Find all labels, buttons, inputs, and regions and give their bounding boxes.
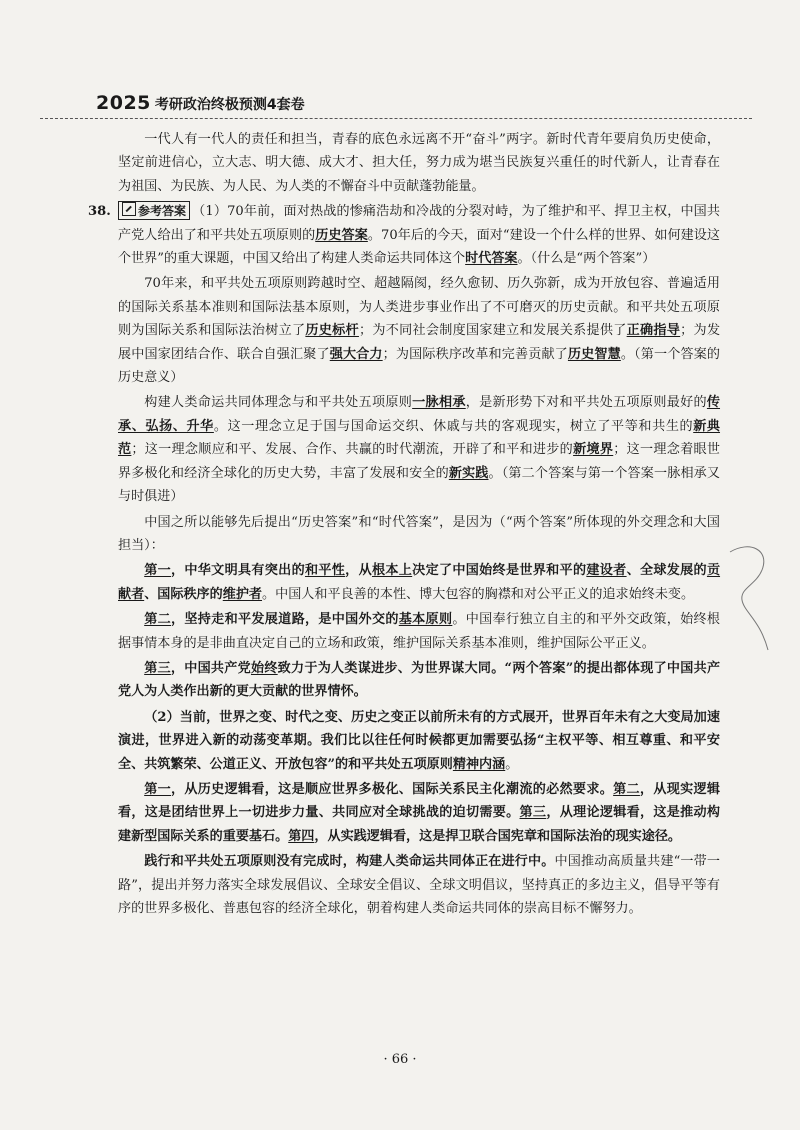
point-label: 第四: [288, 828, 315, 844]
point-label: 第二: [613, 781, 640, 797]
key-term: 贡献者: [118, 563, 721, 602]
key-term: 历史标杆: [305, 323, 359, 339]
key-term: 精神内涵: [452, 756, 506, 772]
key-term: 新典范: [118, 418, 721, 458]
key-term: 历史智慧: [567, 346, 621, 362]
pen-scribble-mark: [720, 540, 780, 660]
header-title: 考研政治终极预测4套卷: [154, 97, 305, 113]
point-label: 第一: [144, 563, 171, 579]
reference-answer-tag: 参考答案: [118, 201, 190, 220]
key-term: 维护者: [222, 586, 263, 602]
key-term: 始终: [250, 660, 278, 676]
header-year: 2025: [96, 92, 151, 114]
key-term: 建设者: [586, 563, 627, 579]
question-38-answer-1: 38. 参考答案 （1）70年前，面对热战的惨痛浩劫和冷战的分裂对峙，为了维护和平、捍卫主权，中国共产党人给出了和平共处五项原则的历史答案。70年后的今天，面对“建设一个什么样的世界、如何建设这个世界”的重大课题，中国又给出了构建人类命运共同体这个时代答案。（什么是“两个答案”）: [118, 200, 720, 270]
key-term: 新实践: [448, 465, 489, 481]
point-label: 第一: [144, 781, 171, 797]
point-label: 第三: [144, 660, 171, 676]
question-number: 38.: [88, 204, 111, 220]
key-term: 新境界: [573, 442, 614, 458]
document-body: [88, 128, 721, 922]
header-divider: [40, 118, 752, 119]
key-term: 时代答案: [465, 251, 518, 267]
key-term: 传承、弘扬、升华: [118, 395, 721, 434]
pencil-icon: [122, 202, 136, 216]
paragraph-reason-third: 第三，中国共产党始终致力于为人类谋进步、为世界谋大同。“两个答案”的提出都体现了中国共产党人为人类作出新的更大贡献的世界情怀。: [118, 660, 721, 700]
paragraph-community-concept: 构建人类命运共同体理念与和平共处五项原则一脉相承，是新形势下对和平共处五项原则最好的传承、弘扬、升华。这一理念立足于国与国命运交织、休戚与共的客观现实，树立了平等和共生的新典范；这一理念顺应和平、发展、合作、共赢的时代潮流，开辟了和平和进步的新境界；这一理念着眼世界多极化和经济全球化的历史大势，丰富了发展和安全的新实践。（第二个答案与第一个答案一脉相承又与时俱进）: [118, 395, 721, 505]
paragraph-logic-points: 第一，从历史逻辑看，这是顺应世界多极化、国际关系民主化潮流的必然要求。第二，从现实逻辑看，这是团结世界上一切进步力量、共同应对全球挑战的迫切需要。第三，从理论逻辑看，这是推动构建新型国际关系的重要基石。第四，从实践逻辑看，这是捍卫联合国宪章和国际法治的现实途径。: [118, 781, 721, 844]
paragraph-reason-second: 第二，坚持走和平发展道路，是中国外交的基本原则。中国奉行独立自主的和平外交政策，始终根据事情本身的是非曲直决定自己的立场和政策，维护国际关系基本准则，维护国际公平正义。: [118, 612, 721, 651]
key-term: 基本原则: [398, 612, 453, 628]
paragraph-conclusion: 践行和平共处五项原则没有完成时，构建人类命运共同体正在进行中。中国推动高质量共建“一带一路”，提出并努力落实全球发展倡议、全球安全倡议、全球文明倡议，坚持真正的多边主义，倡导平等有序的世界多极化、普惠包容的经济全球化，朝着构建人类命运共同体的崇高目标不懈努力。: [118, 854, 720, 916]
point-label: 第三: [519, 805, 547, 821]
key-term: 强大合力: [329, 346, 383, 362]
paragraph-history-significance: 70年来，和平共处五项原则跨越时空、超越隔阂，经久愈韧、历久弥新，成为开放包容、普遍适用的国际关系基本准则和国际法基本原则，为人类进步事业作出了不可磨灭的历史贡献。和平共处五项原则为国际关系和国际法治树立了历史标杆；为不同社会制度国家建立和发展关系提供了正确指导；为发展中国家团结合作、联合自强汇聚了强大合力；为国际秩序改革和完善贡献了历史智慧。（第一个答案的历史意义）: [118, 276, 721, 386]
paragraph-reasons-intro: 中国之所以能够先后提出“历史答案”和“时代答案”，是因为（“两个答案”所体现的外交理念和大国担当）：: [118, 514, 720, 553]
page-number: · 66 ·: [383, 1052, 417, 1067]
paragraph-answer-2: （2）当前，世界之变、时代之变、历史之变正以前所未有的方式展开，世界百年未有之大变局加速演进，世界进入新的动荡变革期。我们比以往任何时候都更加需要弘扬“主权平等、相互尊重、和平安全、共筑繁荣、公道正义、开放包容”的和平共处五项原则精神内涵。: [118, 709, 720, 772]
paragraph-reason-first: 第一，中华文明具有突出的和平性，从根本上决定了中国始终是世界和平的建设者、全球发展的贡献者、国际秩序的维护者。中国人和平良善的本性、博大包容的胸襟和对公平正义的追求始终未变。: [118, 563, 721, 602]
key-term: 一脉相承: [412, 395, 466, 411]
key-term: 正确指导: [626, 323, 681, 339]
key-term: 根本上: [371, 563, 413, 579]
key-term: 和平性: [304, 563, 346, 579]
paragraph-youth: 一代人有一代人的责任和担当，青春的底色永远离不开“奋斗”两字。新时代青年要肩负历史使命，坚定前进信心，立大志、明大德、成大才、担大任，努力成为堪当民族复兴重任的时代新人，让青春在为祖国、为民族、为人民、为人类的不懈奋斗中贡献蓬勃能量。: [118, 132, 720, 194]
page-header: [96, 92, 305, 116]
key-term: 历史答案: [315, 227, 368, 243]
point-label: 第二: [144, 612, 171, 628]
